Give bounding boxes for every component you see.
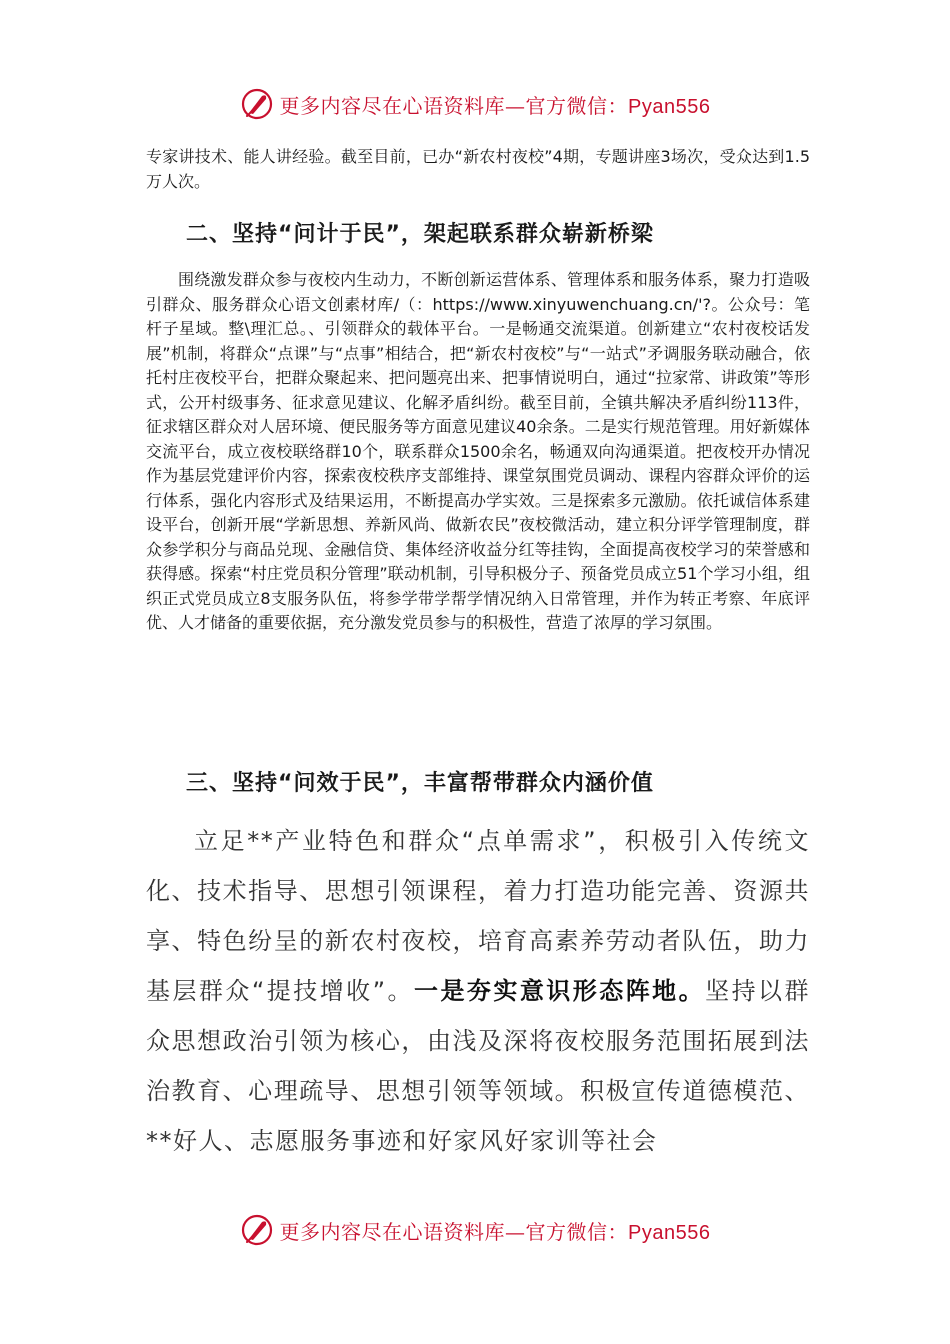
intro-continuation: 专家讲技术、能人讲经验。截至目前，已办“新农村夜校”4期，专题讲座3场次，受众达到1.5万人次。 [146, 147, 810, 191]
header-banner [0, 82, 950, 126]
section-3-bold-point: 一是夯实意识形态阵地。 [413, 977, 706, 1005]
section-2-paragraph: 围绕激发群众参与夜校内生动力，不断创新运营体系、管理体系和服务体系，聚力打造吸引群众、服务群众心语文创素材库/（：https://www.xinyuwenchuang.cn/'?。公众号：笔杆子星域。整\理汇总。、引领群众的载体平台。一是畅通交流渠道。创新建立“农村夜校话发展”机制，将群众“点课”与“点事”相结合，把“新农村夜校”与“一站式”矛调服务联动融合，依托村庄夜校平台，把群众聚起来、把问题亮出来、把事情说明白，通过“拉家常、讲政策”等形式，公开村级事务、征求意见建议、化解矛盾纠纷。截至目前，全镇共解决矛盾纠纷113件，征求辖区群众对人居环境、便民服务等方面意见建议40余条。二是实行规范管理。用好新媒体交流平台，成立夜校联络群10个，联系群众1500余名，畅通双向沟通渠道。把夜校开办情况作为基层党建评价内容，探索夜校秩序支部维持、课堂氛围党员调动、课程内容群众评价的运行体系，强化内容形式及结果运用，不断提高办学实效。三是探索多元激励。依托诚信体系建设平台，创新开展“学新思想、养新风尚、做新农民”夜校微活动，建立积分评学管理制度，群众参学积分与商品兑现、金融信贷、集体经济收益分红等挂钩，全面提高夜校学习的荣誉感和获得感。探索“村庄党员积分管理”联动机制，引导积极分子、预备党员成立51个学习小组，组织正式党员成立8支服务队伍，将参学带学帮学情况纳入日常管理，并作为转正考察、年底评优、人才储备的重要依据，充分激发党员参与的积极性，营造了浓厚的学习氛围。 [146, 270, 810, 632]
section-3-text-a: 立足**产业特色和群众“点单需求”，积极引入传统文化、技术指导、思想引领课程，着力打造功能完善、资源共享、特色纷呈的新农村夜校，培育高素养劳动者队伍，助力基层群众“提技增收”。 [146, 827, 810, 1005]
section-3-paragraph [146, 816, 810, 1166]
section-3-heading: 三、坚持“问效于民”，丰富帮带群众内涵价值 [186, 771, 654, 796]
section-3-text-b: 坚持以群众思想政治引领为核心，由浅及深将夜校服务范围拓展到法治教育、心理疏导、思想引领等领域。积极宣传道德模范、**好人、志愿服务事迹和好家风好家训等社会 [146, 977, 811, 1155]
quill-pen-icon [240, 1213, 274, 1247]
quill-pen-icon [240, 87, 274, 121]
section-2-heading: 二、坚持“问计于民”，架起联系群众崭新桥梁 [186, 222, 654, 247]
banner-text: 更多内容尽在心语资料库—官方微信：Pyan556 [279, 1219, 711, 1244]
banner-text: 更多内容尽在心语资料库—官方微信：Pyan556 [279, 93, 711, 118]
footer-banner [0, 1208, 950, 1252]
